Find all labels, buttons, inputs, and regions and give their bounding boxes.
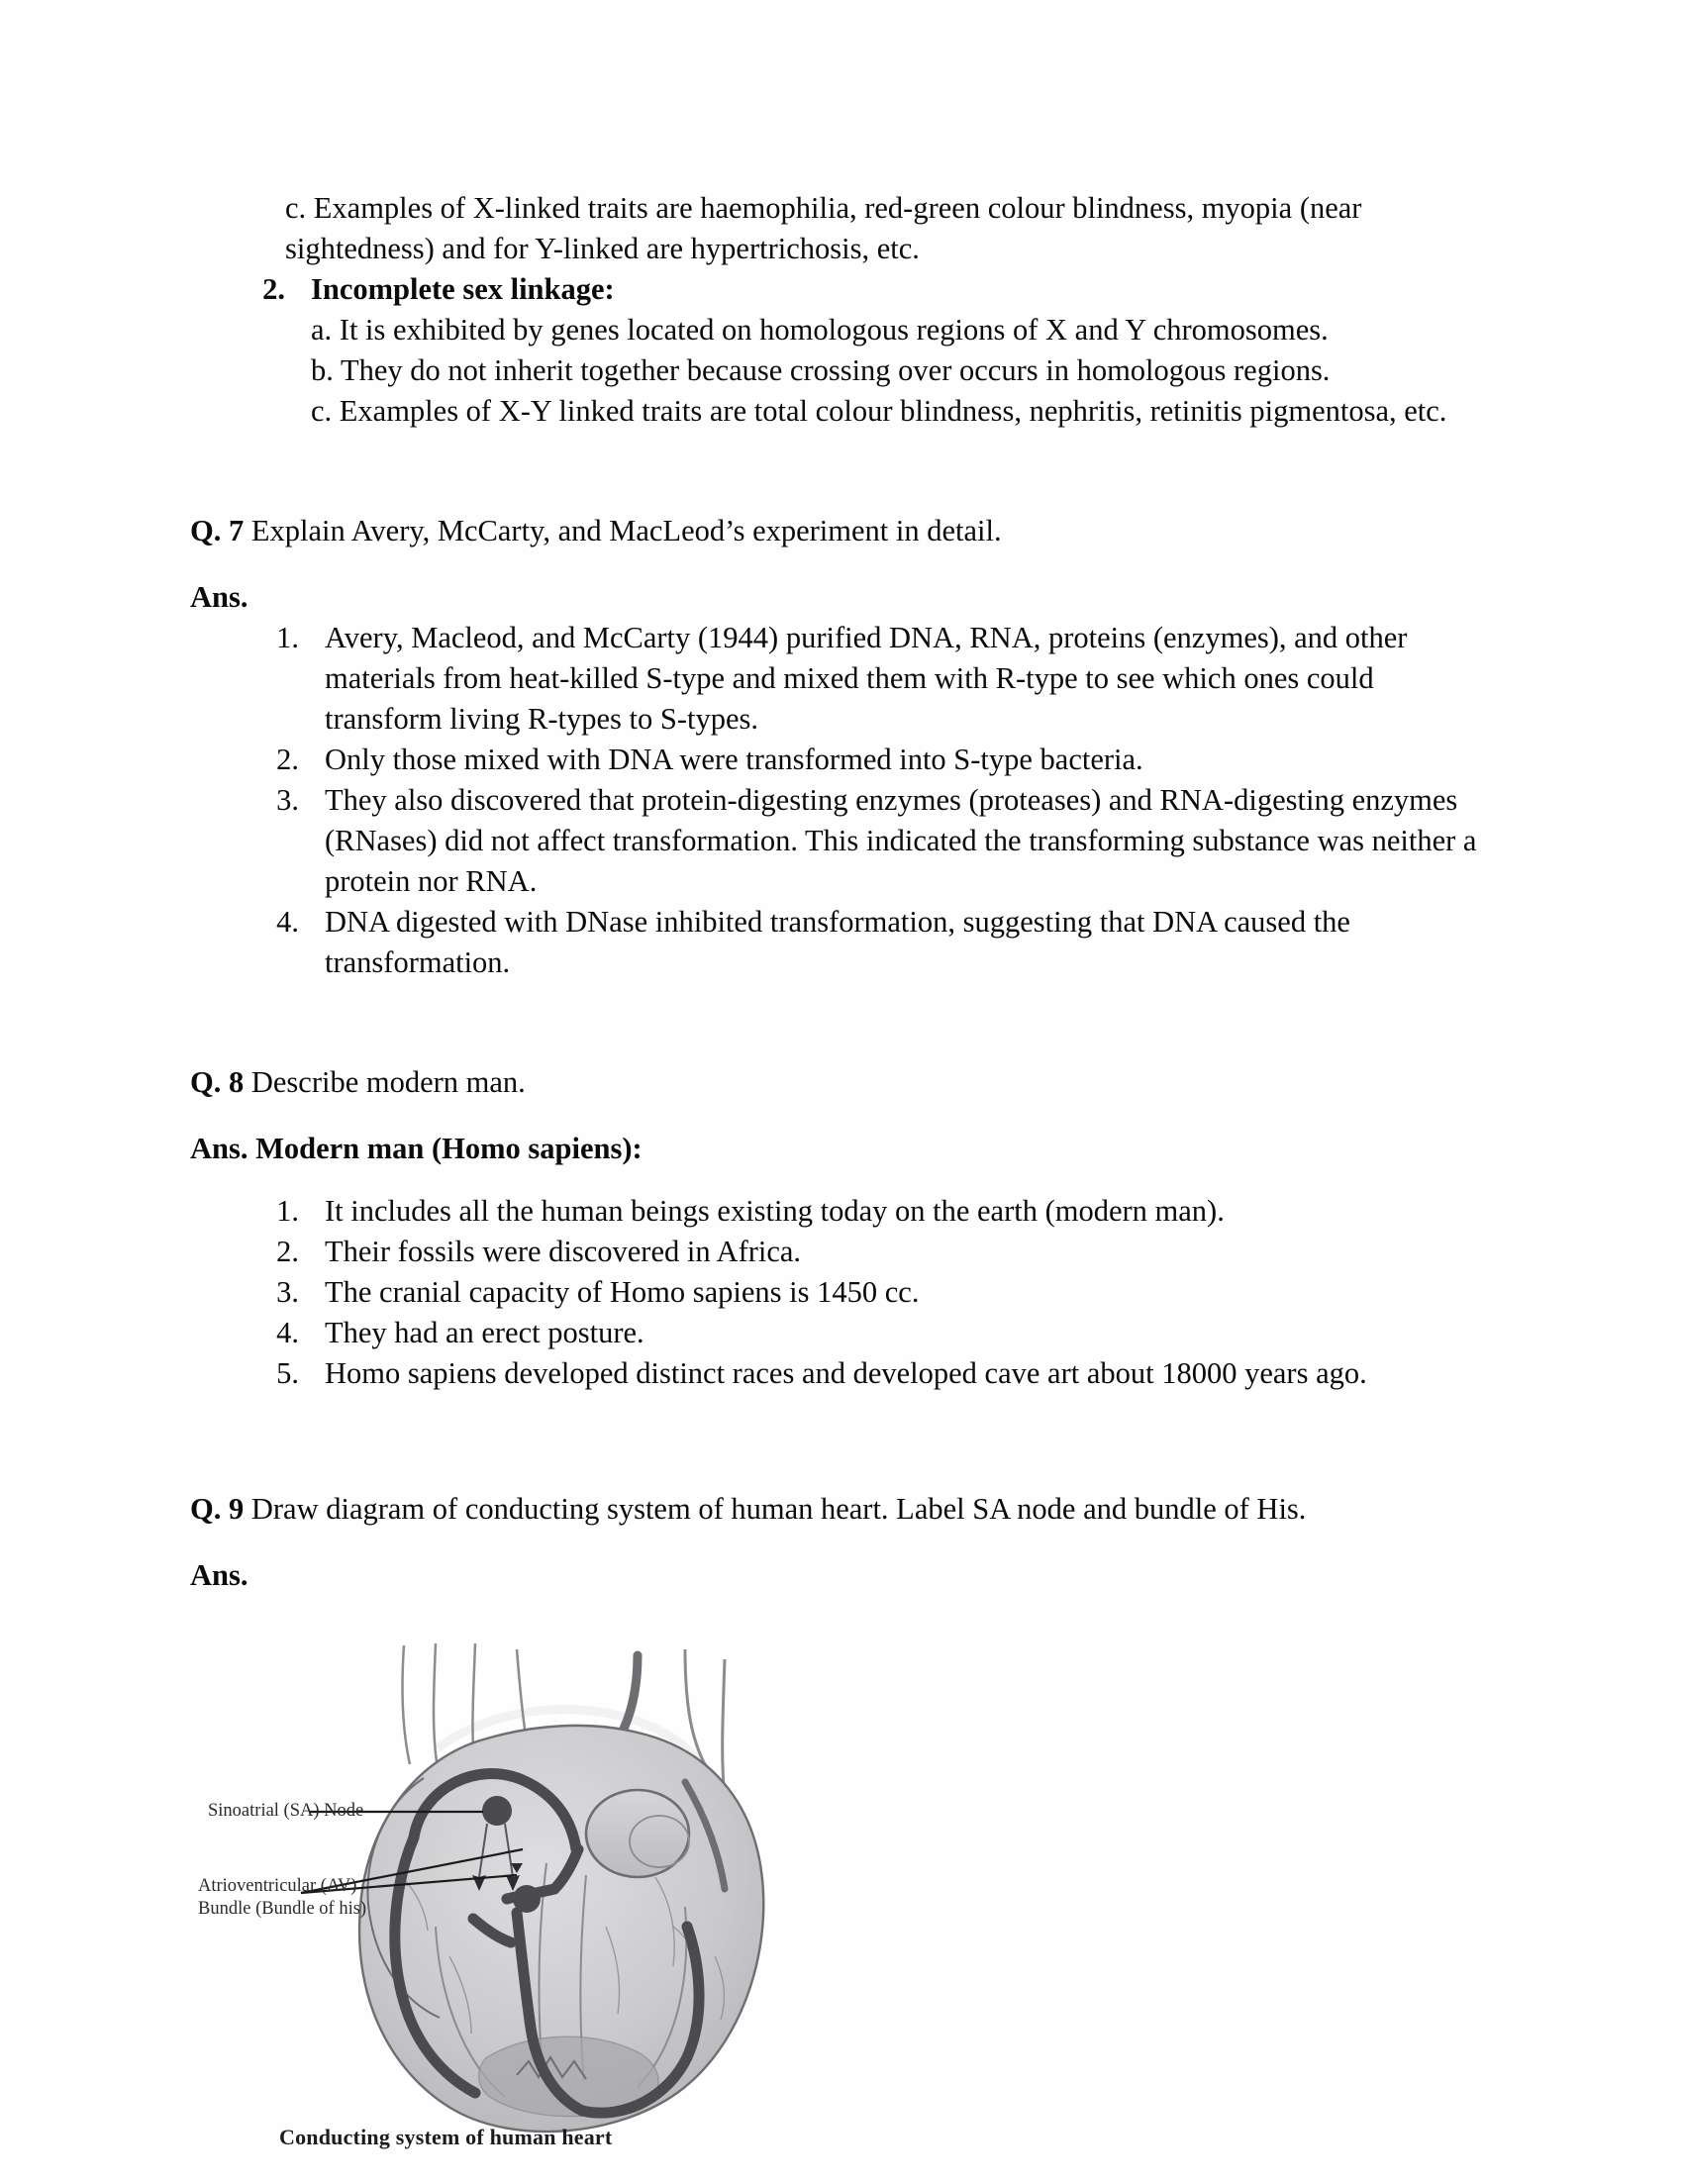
sub-line-b: b. They do not inherit together because crossing over occurs in homologous regions. <box>311 353 1331 387</box>
list-item-text: DNA digested with DNase inhibited transformation, suggesting that DNA caused the transformation. <box>325 905 1350 979</box>
answer-9-label: Ans. <box>190 1558 248 1592</box>
question-9-line <box>190 1489 1477 1530</box>
list-item-number: 2. <box>262 272 285 306</box>
list-item-text: Avery, Macleod, and McCarty (1944) purified DNA, RNA, proteins (enzymes), and other materials from heat-killed S-type and mixed them with R-type to see which ones could transform living R-types to S-types. <box>325 621 1408 736</box>
list-item-number: 1. <box>276 621 299 654</box>
table-row <box>238 1232 1477 1272</box>
label-av-bundle-line2: Bundle (Bundle of his) <box>198 1899 367 1919</box>
table-row <box>238 618 1477 740</box>
answer-7-list <box>238 618 1477 983</box>
list-item-incomplete-sex-linkage <box>224 269 1477 432</box>
spacer <box>190 1394 1477 1449</box>
table-row <box>238 740 1477 780</box>
figure-caption: Conducting system of human heart <box>279 2125 613 2149</box>
list-item-number: 4. <box>276 905 299 939</box>
list-item-text: Their fossils were discovered in Africa. <box>325 1235 802 1268</box>
label-av-bundle <box>198 1875 366 1921</box>
question-7-text: Explain Avery, McCarty, and MacLeod’s experiment in detail. <box>250 514 1002 547</box>
list-item-number: 4. <box>276 1316 299 1349</box>
spacer <box>190 983 1477 1023</box>
av-node-marker <box>513 1885 541 1913</box>
continued-sub-block <box>285 188 1477 269</box>
page-content <box>190 188 1477 2184</box>
spacer <box>190 432 1477 471</box>
answer-7-label: Ans. <box>190 580 248 614</box>
sub-line-c-xlinked: c. Examples of X-linked traits are haemophilia, red-green colour blindness, myopia (near sightedness) and for Y-linked are hypertrichosis, etc. <box>285 191 1362 265</box>
list-item-text: They also discovered that protein-digesting enzymes (proteases) and RNA-digesting enzymes (RNases) did not affect transformation. This indicated the transforming substance was neither a protein nor RNA. <box>325 783 1477 898</box>
list-item-text: Only those mixed with DNA were transformed into S-type bacteria. <box>325 743 1143 776</box>
table-row <box>238 780 1477 902</box>
table-row <box>238 902 1477 983</box>
list-item-number: 5. <box>276 1356 299 1390</box>
question-9-label: Q. 9 <box>190 1492 245 1526</box>
list-item-number: 2. <box>276 743 299 776</box>
table-row <box>238 1191 1477 1232</box>
list-item-text: It includes all the human beings existing today on the earth (modern man). <box>325 1194 1225 1228</box>
label-sinoatrial-node: Sinoatrial (SA) Node <box>208 1801 364 1821</box>
question-9-text: Draw diagram of conducting system of human heart. Label SA node and bundle of His. <box>250 1492 1307 1526</box>
heart-body <box>359 1726 763 2132</box>
question-8-line <box>190 1062 1477 1103</box>
list-item-title: Incomplete sex linkage: <box>311 272 615 306</box>
question-7-line <box>190 511 1477 551</box>
sub-line-a: a. It is exhibited by genes located on homologous regions of X and Y chromosomes. <box>311 313 1329 347</box>
list-item-text: They had an erect posture. <box>325 1316 644 1349</box>
table-row <box>238 1353 1477 1394</box>
spacer <box>190 1169 1477 1191</box>
list-item-text: The cranial capacity of Homo sapiens is 1450 cc. <box>325 1275 920 1309</box>
list-item-text: Homo sapiens developed distinct races and developed cave art about 18000 years ago. <box>325 1356 1367 1390</box>
heart-diagram-figure <box>190 1630 1477 2184</box>
table-row <box>238 1272 1477 1313</box>
question-8-text: Describe modern man. <box>250 1065 526 1099</box>
question-7-label: Q. 7 <box>190 514 245 547</box>
list-item-number: 2. <box>276 1235 299 1268</box>
sa-node-marker <box>482 1796 512 1826</box>
table-row <box>238 1313 1477 1353</box>
label-av-bundle-line1: Atrioventricular (AV) <box>198 1876 357 1896</box>
question-8-label: Q. 8 <box>190 1065 245 1099</box>
list-item-number: 1. <box>276 1194 299 1228</box>
sub-line-c: c. Examples of X-Y linked traits are total colour blindness, nephritis, retinitis pigmentosa, etc. <box>311 394 1447 428</box>
answer-8-label: Ans. Modern man (Homo sapiens): <box>190 1132 643 1165</box>
list-item-number: 3. <box>276 1275 299 1309</box>
answer-8-list <box>238 1191 1477 1394</box>
list-item-number: 3. <box>276 783 299 817</box>
